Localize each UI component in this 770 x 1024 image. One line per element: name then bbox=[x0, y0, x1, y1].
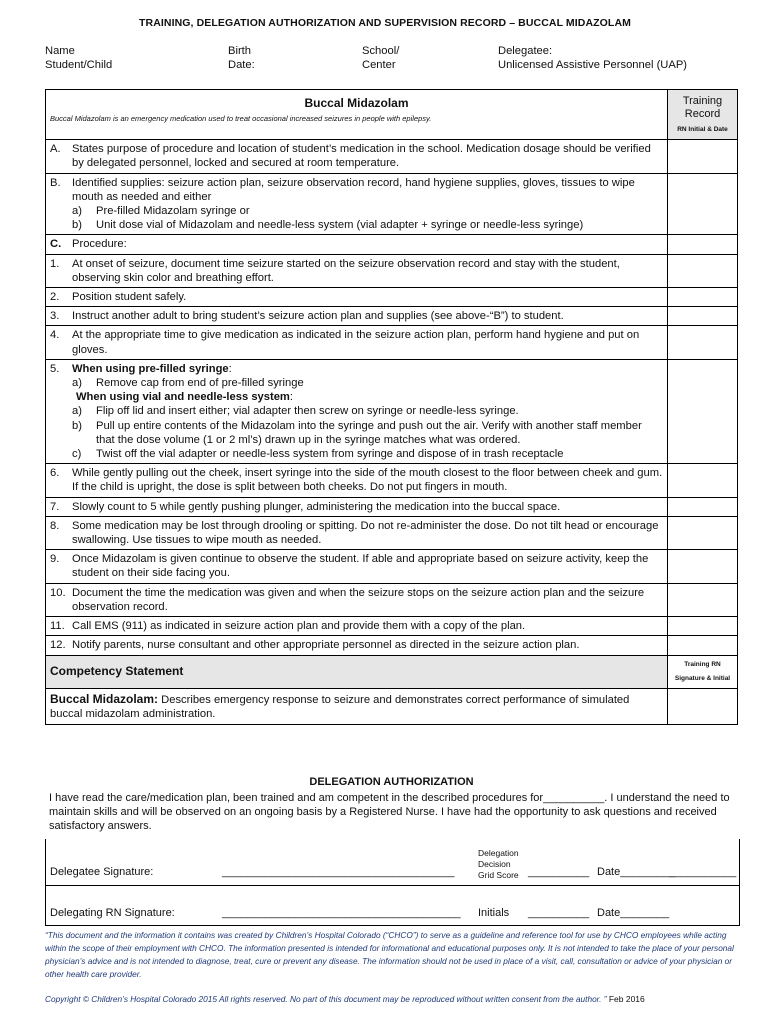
training-record-heading: Training Record RN Initial & Date bbox=[668, 90, 738, 140]
record-cell[interactable] bbox=[668, 583, 738, 616]
record-cell[interactable] bbox=[668, 617, 738, 636]
training-rn-heading: Training RN Signature & Initial bbox=[668, 655, 738, 688]
record-cell[interactable] bbox=[668, 254, 738, 287]
step-12: 12. Notify parents, nurse consultant and other appropriate personnel as directed in the seizure action plan. bbox=[46, 636, 738, 655]
delegatee-date-field[interactable]: Date_________ bbox=[597, 866, 676, 878]
delegatee-signature-line[interactable]: ______________________________________ bbox=[222, 866, 455, 878]
record-cell[interactable] bbox=[668, 497, 738, 516]
record-cell[interactable] bbox=[668, 636, 738, 655]
school-center-label: School/ Center bbox=[362, 45, 400, 71]
delegatee-label: Delegatee: Unlicensed Assistive Personnel (UAP) bbox=[498, 45, 688, 71]
step-2: 2. Position student safely. bbox=[46, 288, 738, 307]
procedure-table bbox=[45, 89, 738, 725]
step-8: 8. Some medication may be lost through drooling or spitting. Do not re-administer the dose. Do not tilt head or encourage swallowing. Use tissues to wipe mouth as needed. bbox=[46, 516, 738, 549]
competency-heading: Competency Statement bbox=[50, 664, 184, 679]
step-1: 1. At onset of seizure, document time seizure started on the seizure observation record and stay with the student, observing skin color and breathing effort. bbox=[46, 254, 738, 287]
date-code: Feb 2016 bbox=[608, 994, 645, 1004]
row-a: A. States purpose of procedure and location of student’s medication in the school. Medication dosage should be verified by delegated personnel, locked and secured at room temperature. bbox=[46, 140, 738, 173]
copyright-line: Copyright © Children’s Hospital Colorado 2015 All rights reserved. No part of this document may be reproduced without written consent from the author. ” Feb 2016 bbox=[45, 994, 645, 1004]
step-6: 6. While gently pulling out the cheek, insert syringe into the side of the mouth closest to the floor between cheek and gum. If the child is upright, the dose is split between both cheeks. Do not put fingers in mouth. bbox=[46, 464, 738, 497]
procedure-heading: Buccal Midazolam Buccal Midazolam is an emergency medication used to treat occasional increased seizures in people with epilepsy. bbox=[46, 90, 668, 140]
step-4: 4. At the appropriate time to give medication as indicated in the seizure action plan, perform hand hygiene and put on gloves. bbox=[46, 326, 738, 359]
record-cell[interactable] bbox=[668, 326, 738, 359]
record-cell[interactable] bbox=[668, 288, 738, 307]
delegation-heading: DELEGATION AUTHORIZATION bbox=[309, 776, 474, 788]
delegatee-signature-label: Delegatee Signature: bbox=[50, 866, 154, 878]
document-title: TRAINING, DELEGATION AUTHORIZATION AND SUPERVISION RECORD – BUCCAL MIDAZOLAM bbox=[139, 17, 631, 29]
disclaimer-text: “This document and the information it contains was created by Children’s Hospital Colorado (“CHCO”) to serve as a guideline and reference tool for use by CHCO employees while acting within the scope of their employment with CHCO. The information presented is intended for informational and educational purposes only. It is not intended to take the place of your personal physician’s advice and is not intended to diagnose, treat, cure or prevent any disease. The information should not be used in place of a visit, call, consultation or advice of your physician or other health care provider. bbox=[45, 930, 734, 979]
step-9: 9. Once Midazolam is given continue to observe the student. If able and appropriate based on seizure activity, keep the student on their side facing you. bbox=[46, 550, 738, 583]
rn-date-field[interactable]: Date________ bbox=[597, 907, 670, 919]
name-label: Name Student/Child bbox=[45, 45, 113, 71]
step-3: 3. Instruct another adult to bring student’s seizure action plan and supplies (see above-“B”) to student. bbox=[46, 307, 738, 326]
record-cell[interactable] bbox=[668, 550, 738, 583]
record-cell[interactable] bbox=[668, 140, 738, 173]
birth-date-label: Birth Date: bbox=[228, 45, 255, 71]
delegation-text: I have read the care/medication plan, been trained and am competent in the described procedures for__________. I understand the need to maintain skills and will be observed on an ongoing basis by a Registered Nurse. I have had the opportunity to ask questions and received satisfactory answers. bbox=[49, 792, 730, 832]
rn-signature-label: Delegating RN Signature: bbox=[50, 907, 175, 919]
step-5: 5. When using pre-filled syringe: a) Remove cap from end of pre-filled syringe When using vial and needle-less system: a) Flip off lid and insert either; vial adapter then screw on syringe or needle-less syringe. b) Pull up entire contents of the Midazolam into the syringe and push out the air. Verify with another staff member that the dose volume (1 or 2 ml’s) drawn up in the syringe matches what was ordered. c) Twist off the vial adapter or needle-less system from syringe and dispose of in trash receptacle bbox=[46, 359, 738, 463]
initials-field[interactable]: __________ bbox=[528, 907, 590, 919]
rn-signature-cell[interactable] bbox=[668, 688, 738, 724]
record-cell[interactable] bbox=[668, 173, 738, 235]
record-cell[interactable] bbox=[668, 359, 738, 463]
row-b: B. Identified supplies: seizure action plan, seizure observation record, hand hygiene supplies, gloves, tissues to wipe mouth as needed and either a) Pre-filled Midazolam syringe or b) Unit dose vial of Midazolam and needle-less system (vial adapter + syringe or needle-less syringe) bbox=[46, 173, 738, 235]
record-cell[interactable] bbox=[668, 307, 738, 326]
step-11: 11. Call EMS (911) as indicated in seizure action plan and provide them with a copy of the plan. bbox=[46, 617, 738, 636]
step-7: 7. Slowly count to 5 while gently pushing plunger, administering the medication into the buccal space. bbox=[46, 497, 738, 516]
step-10: 10. Document the time the medication was given and when the seizure stops on the seizure action plan and the seizure observation record. bbox=[46, 583, 738, 616]
delegatee-date-tail: ___________ bbox=[669, 866, 737, 878]
grid-score-label: Grid Score bbox=[478, 870, 519, 880]
record-cell[interactable] bbox=[668, 235, 738, 254]
record-cell[interactable] bbox=[668, 516, 738, 549]
competency-row: Buccal Midazolam: Describes emergency response to seizure and demonstrates correct performance of simulated buccal midazolam administration. bbox=[46, 688, 738, 724]
grid-score-field[interactable]: __________ bbox=[528, 866, 590, 878]
record-cell[interactable] bbox=[668, 464, 738, 497]
initials-label: Initials bbox=[478, 907, 510, 919]
delegation-decision-label: Delegation Decision bbox=[478, 848, 519, 869]
row-c: C. Procedure: bbox=[46, 235, 738, 254]
rn-signature-line[interactable]: _______________________________________ bbox=[222, 907, 461, 919]
